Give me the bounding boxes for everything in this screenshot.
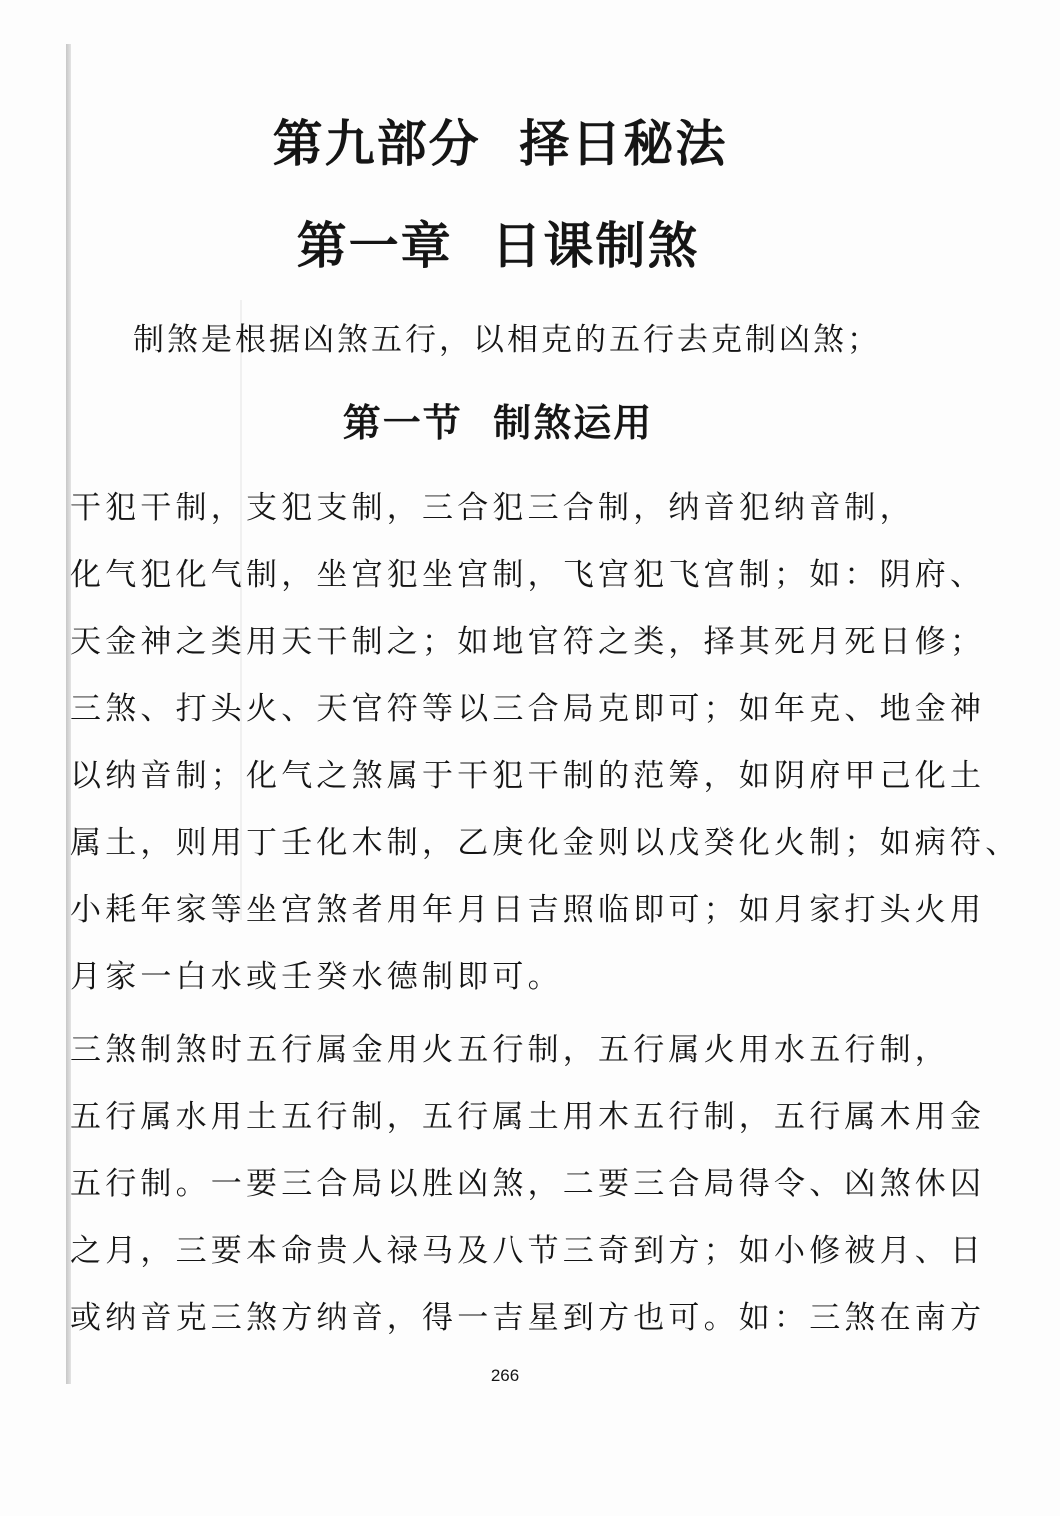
chapter-title: 第一章 日课制煞	[296, 217, 700, 275]
paragraph-2-line: 五行制。一要三合局以胜凶煞，二要三合局得令、凶煞休囚	[70, 1166, 986, 1202]
paragraph-1-line: 小耗年家等坐宫煞者用年月日吉照临即可；如月家打头火用	[70, 892, 986, 928]
paragraph-1-line: 天金神之类用天干制之；如地官符之类，择其死月死日修；	[70, 624, 986, 660]
section-title: 第一节 制煞运用	[342, 401, 654, 445]
paragraph-2-line: 五行属水用土五行制，五行属土用木五行制，五行属木用金	[70, 1099, 986, 1135]
page-number: 266	[490, 1366, 520, 1385]
paragraph-1-line: 三煞、打头火、天官符等以三合局克即可；如年克、地金神	[70, 691, 986, 727]
paragraph-2-line: 之月，三要本命贵人禄马及八节三奇到方；如小修被月、日	[70, 1233, 986, 1269]
paragraph-1-line: 干犯干制，支犯支制，三合犯三合制，纳音犯纳音制，	[70, 490, 915, 526]
paragraph-1-line: 属土，则用丁壬化木制，乙庚化金则以戊癸化火制；如病符、	[70, 825, 1021, 861]
intro-sentence: 制煞是根据凶煞五行，以相克的五行去克制凶煞；	[133, 322, 881, 358]
paragraph-1-line: 化气犯化气制，坐宫犯坐宫制，飞宫犯飞宫制；如：阴府、	[70, 557, 986, 593]
paragraph-2-line: 三煞制煞时五行属金用火五行制，五行属火用水五行制，	[70, 1032, 950, 1068]
part-title: 第九部分 择日秘法	[272, 115, 728, 173]
paragraph-1-line: 以纳音制；化气之煞属于干犯干制的范筹，如阴府甲己化土	[70, 758, 986, 794]
paragraph-1-line: 月家一白水或壬癸水德制即可。	[70, 959, 563, 995]
paragraph-2-line: 或纳音克三煞方纳音，得一吉星到方也可。如：三煞在南方	[70, 1300, 986, 1336]
